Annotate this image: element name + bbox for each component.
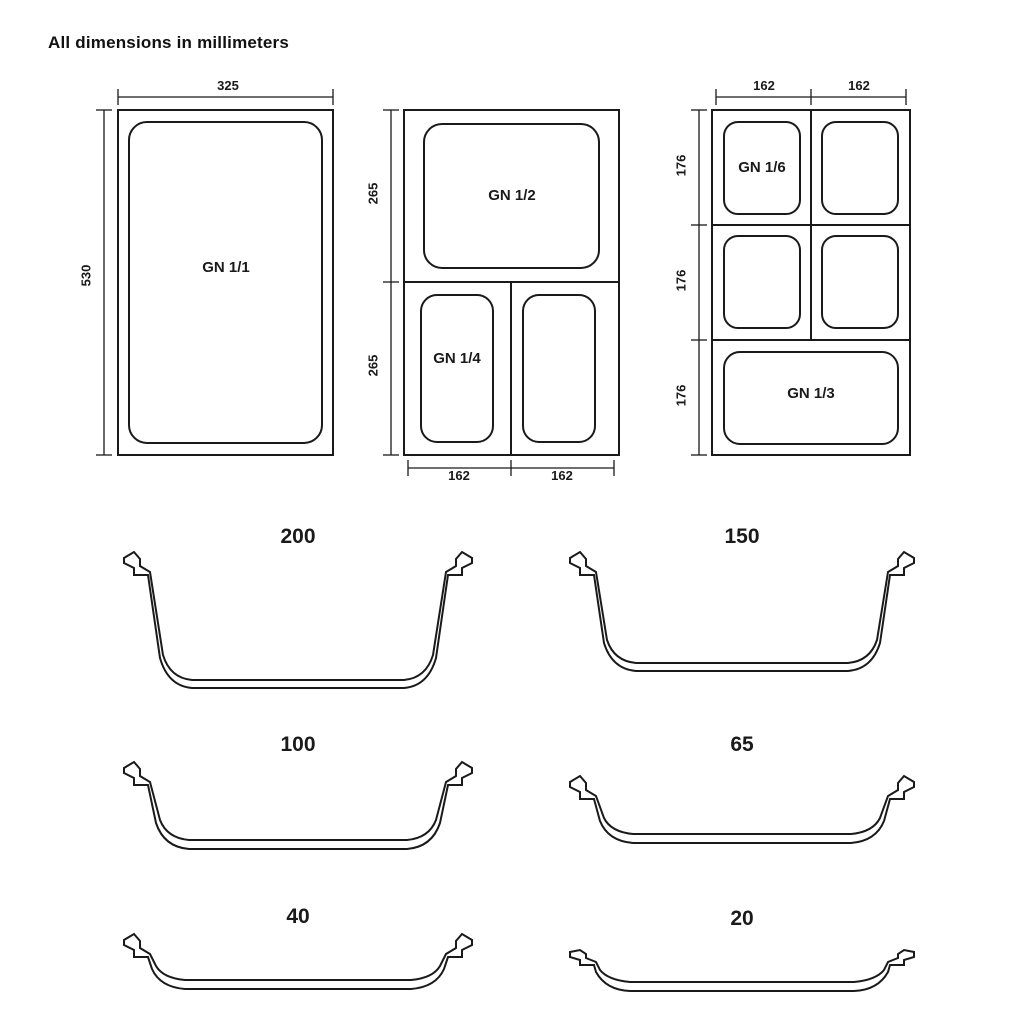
gn-1-2-pan-label: GN 1/2	[488, 187, 536, 204]
gn-1-1-pan-label: GN 1/1	[202, 259, 250, 276]
gn-1-6-height-label-2: 176	[673, 269, 689, 292]
depth-label-150: 150	[724, 525, 760, 548]
gn-1-3-height-label: 176	[673, 384, 689, 407]
gn-1-6-pan-r1c2	[822, 122, 898, 214]
gn-1-6-pan-r2c1	[724, 236, 800, 328]
gn-1-4-width-label-left: 162	[448, 468, 470, 483]
depth-label-20: 20	[730, 907, 754, 930]
gn-1-6-height-label-1: 176	[673, 154, 689, 177]
group-gn-1-2-1-4	[383, 110, 619, 476]
gn-1-1-height-label: 530	[78, 264, 94, 287]
gn-1-1-pan	[129, 122, 322, 443]
depth-profile-200	[124, 552, 472, 688]
depth-label-65: 65	[730, 733, 754, 756]
depth-profile-40	[124, 934, 472, 989]
gn-1-6-pan-label: GN 1/6	[738, 159, 786, 176]
depth-label-200: 200	[280, 525, 316, 548]
depth-profile-65	[570, 776, 914, 843]
gn-1-3-pan-label: GN 1/3	[787, 385, 835, 402]
gn-1-6-pan-r2c2	[822, 236, 898, 328]
gn-1-4-pan-label: GN 1/4	[433, 350, 481, 367]
depth-label-100: 100	[280, 733, 316, 756]
gn-1-4-height-label: 265	[365, 354, 381, 377]
gn-1-2-height-label: 265	[365, 182, 381, 205]
gn-1-4-width-label-right: 162	[551, 468, 573, 483]
gn-1-4-pan-right	[523, 295, 595, 442]
depth-profile-20	[570, 950, 914, 991]
page-title: All dimensions in millimeters	[48, 33, 290, 52]
gn-1-6-width-label-left: 162	[753, 78, 775, 93]
depth-profile-150	[570, 552, 914, 671]
depth-label-40: 40	[286, 905, 310, 928]
gn-1-4-pan-left	[421, 295, 493, 442]
depth-profile-100	[124, 762, 472, 849]
gn-1-1-width-label: 325	[217, 78, 239, 93]
gn-1-1-outer-frame	[118, 110, 333, 455]
gn-1-6-width-label-right: 162	[848, 78, 870, 93]
